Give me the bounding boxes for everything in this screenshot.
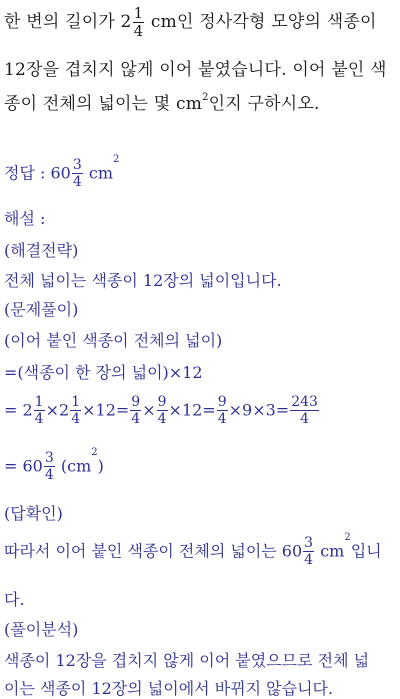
question-line-2: 12장을 겹치지 않게 이어 붙였습니다. 이어 붙인 색	[4, 60, 387, 80]
calc-fraction-3: $\frac{9}{4}$	[131, 394, 141, 427]
solve-line-1: (이어 붙인 색종이 전체의 넓이)	[4, 331, 223, 350]
question-line-1: 한 변의 길이가 2 $\frac{1}{4}$ cm인 정사각형 모양의 색종이	[4, 4, 377, 40]
analysis-line-2: 이는 색종이 12장의 넓이에서 바뀌지 않습니다.	[4, 679, 334, 698]
check-fraction: $\frac{3}{4}$	[304, 535, 314, 568]
calc-fraction-2: $\frac{1}{4}$	[71, 394, 81, 427]
analysis-label: (풀이분석)	[4, 620, 79, 639]
calc-fraction-6: $\frac{243}{4}$	[291, 394, 318, 427]
check-line-continued: 다.	[4, 590, 25, 609]
check-label: (답확인)	[4, 504, 63, 523]
answer-line: 정답 : 60 $\frac{3}{4}$ $cm^2$	[4, 154, 120, 190]
strategy-text: 전체 넓이는 색종이 12장의 넓이입니다.	[4, 271, 282, 290]
answer-fraction: $\frac{3}{4}$	[72, 157, 82, 190]
calc-fraction-5: $\frac{9}{4}$	[217, 394, 227, 427]
solve-label: (문제풀이)	[4, 300, 79, 319]
calc-fraction-4: $\frac{9}{4}$	[157, 394, 167, 427]
result-line: = 60 $\frac{3}{4}$ $(cm^2)$	[4, 447, 104, 483]
strategy-label: (해결전략)	[4, 241, 79, 260]
result-fraction: $\frac{3}{4}$	[44, 450, 54, 483]
check-line: 따라서 이어 붙인 색종이 전체의 넓이는 60 $\frac{3}{4}$ $cm^2$입니	[4, 532, 382, 568]
calculation-line: = 2 $\frac{1}{4}$ ×2 $\frac{1}{4}$ ×12= $\frac{9}{4}$ × $\frac{9}{4}$ ×12= $\frac{9}{4}$ ×9×3= $\frac{243}{4}$	[4, 394, 318, 427]
calc-fraction-1: $\frac{1}{4}$	[34, 394, 44, 427]
explanation-heading: 해설 :	[4, 209, 46, 228]
analysis-line-1: 색종이 12장을 겹치지 않게 이어 붙였으므로 전체 넓	[4, 651, 370, 670]
question-line-3: 종이 전체의 넓이는 몇 $cm^2$인지 구하시오.	[4, 92, 320, 114]
solve-line-2: =(색종이 한 장의 넓이)×12	[4, 363, 203, 382]
question-fraction: $\frac{1}{4}$	[133, 4, 144, 40]
